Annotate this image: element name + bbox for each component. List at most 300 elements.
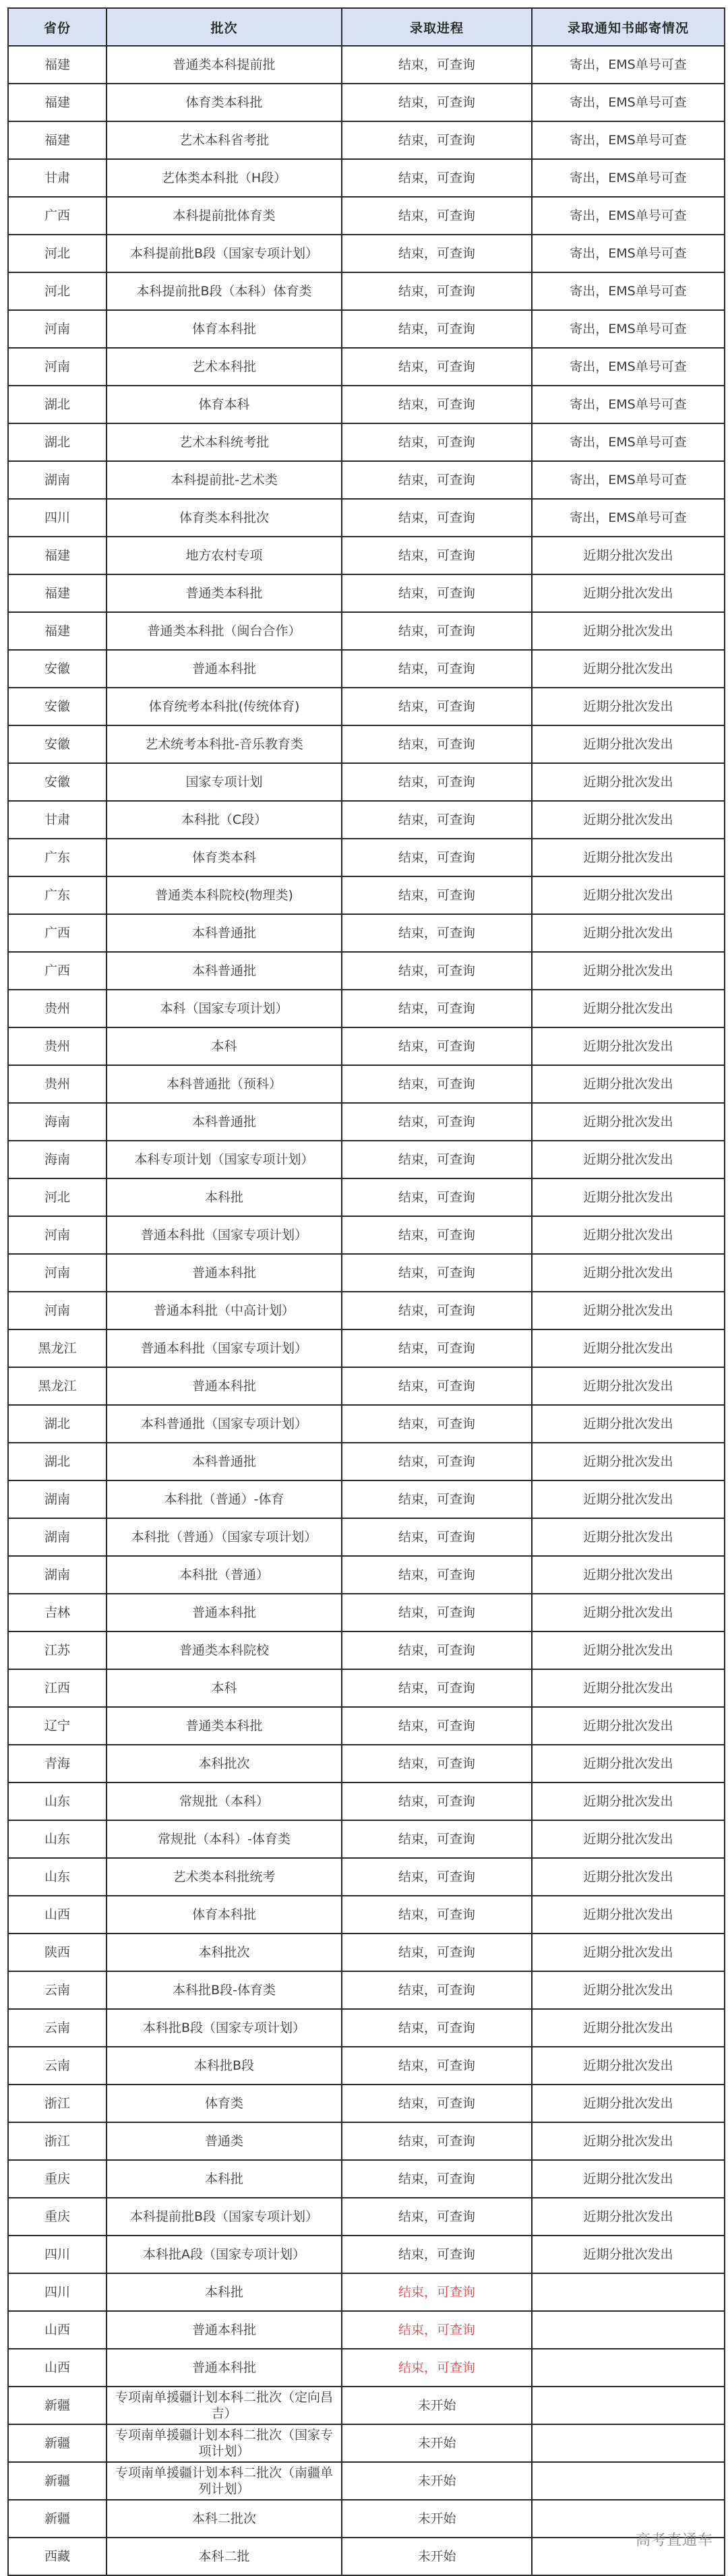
province-cell: 广西 bbox=[8, 914, 107, 952]
province-cell: 甘肃 bbox=[8, 159, 107, 197]
progress-cell: 结束，可查询 bbox=[342, 1216, 532, 1254]
table-row bbox=[8, 574, 725, 612]
table-row bbox=[8, 839, 725, 876]
mailing-cell: 近期分批次发出 bbox=[532, 1405, 725, 1443]
province-cell: 四川 bbox=[8, 2236, 107, 2273]
mailing-cell: 近期分批次发出 bbox=[532, 1103, 725, 1141]
table-row bbox=[8, 197, 725, 235]
mailing-cell: 寄出，EMS单号可查 bbox=[532, 310, 725, 348]
progress-cell: 结束，可查询 bbox=[342, 839, 532, 876]
batch-cell: 本科普通批 bbox=[107, 914, 342, 952]
mailing-cell: 近期分批次发出 bbox=[532, 952, 725, 990]
province-cell: 湖南 bbox=[8, 1480, 107, 1518]
progress-cell: 结束，可查询 bbox=[342, 461, 532, 499]
table-row bbox=[8, 272, 725, 310]
progress-cell: 结束，可查询 bbox=[342, 1783, 532, 1820]
table-row bbox=[8, 2349, 725, 2387]
progress-cell: 结束，可查询 bbox=[342, 1405, 532, 1443]
table-row bbox=[8, 1556, 725, 1594]
batch-cell: 普通本科批（国家专项计划） bbox=[107, 1216, 342, 1254]
table-row bbox=[8, 537, 725, 574]
mailing-cell bbox=[532, 2424, 725, 2462]
table-row bbox=[8, 2500, 725, 2538]
mailing-cell: 近期分批次发出 bbox=[532, 1783, 725, 1820]
batch-cell: 普通类本科批（闽台合作） bbox=[107, 612, 342, 650]
mailing-cell: 近期分批次发出 bbox=[532, 725, 725, 763]
province-cell: 山东 bbox=[8, 1858, 107, 1896]
progress-cell: 结束，可查询 bbox=[342, 1141, 532, 1178]
mailing-cell: 近期分批次发出 bbox=[532, 1820, 725, 1858]
batch-cell: 本科批B段 bbox=[107, 2047, 342, 2085]
batch-cell: 地方农村专项 bbox=[107, 537, 342, 574]
mailing-cell: 寄出，EMS单号可查 bbox=[532, 461, 725, 499]
mailing-cell bbox=[532, 2273, 725, 2311]
province-cell: 广西 bbox=[8, 197, 107, 235]
progress-cell: 结束，可查询 bbox=[342, 2198, 532, 2236]
province-cell: 安徽 bbox=[8, 688, 107, 725]
progress-cell: 结束，可查询 bbox=[342, 1027, 532, 1065]
province-cell: 青海 bbox=[8, 1745, 107, 1783]
mailing-cell: 寄出，EMS单号可查 bbox=[532, 499, 725, 537]
table-row bbox=[8, 2085, 725, 2122]
mailing-cell: 寄出，EMS单号可查 bbox=[532, 423, 725, 461]
mailing-cell: 近期分批次发出 bbox=[532, 537, 725, 574]
progress-cell: 结束，可查询 bbox=[342, 1707, 532, 1745]
progress-cell: 结束，可查询 bbox=[342, 272, 532, 310]
table-row bbox=[8, 461, 725, 499]
province-cell: 四川 bbox=[8, 499, 107, 537]
batch-cell: 普通本科批（国家专项计划） bbox=[107, 1329, 342, 1367]
progress-cell: 结束，可查询 bbox=[342, 1329, 532, 1367]
table-row bbox=[8, 386, 725, 423]
batch-cell: 普通类本科院校(物理类) bbox=[107, 876, 342, 914]
province-cell: 广东 bbox=[8, 876, 107, 914]
province-cell: 浙江 bbox=[8, 2085, 107, 2122]
province-cell: 安徽 bbox=[8, 725, 107, 763]
province-cell: 安徽 bbox=[8, 763, 107, 801]
province-cell: 西藏 bbox=[8, 2538, 107, 2575]
table-row bbox=[8, 990, 725, 1027]
table-row bbox=[8, 2236, 725, 2273]
batch-cell: 普通本科批 bbox=[107, 1367, 342, 1405]
province-cell: 福建 bbox=[8, 121, 107, 159]
progress-cell: 结束，可查询 bbox=[342, 1367, 532, 1405]
progress-cell: 结束，可查询 bbox=[342, 2009, 532, 2047]
table-header-row bbox=[8, 8, 725, 46]
province-cell: 海南 bbox=[8, 1103, 107, 1141]
progress-cell: 结束，可查询 bbox=[342, 725, 532, 763]
province-cell: 河北 bbox=[8, 1178, 107, 1216]
mailing-cell: 近期分批次发出 bbox=[532, 763, 725, 801]
mailing-cell bbox=[532, 2349, 725, 2387]
progress-cell: 未开始 bbox=[342, 2462, 532, 2500]
table-row bbox=[8, 1216, 725, 1254]
table-row bbox=[8, 1594, 725, 1631]
province-cell: 湖南 bbox=[8, 1518, 107, 1556]
batch-cell: 本科普通批（国家专项计划） bbox=[107, 1405, 342, 1443]
province-cell: 山西 bbox=[8, 1896, 107, 1934]
province-cell: 河南 bbox=[8, 1254, 107, 1292]
table-row bbox=[8, 1934, 725, 1971]
mailing-cell: 寄出，EMS单号可查 bbox=[532, 197, 725, 235]
mailing-cell: 近期分批次发出 bbox=[532, 1443, 725, 1480]
batch-cell: 本科批（C段） bbox=[107, 801, 342, 839]
progress-cell: 结束，可查询 bbox=[342, 1065, 532, 1103]
table-row bbox=[8, 1669, 725, 1707]
progress-cell: 结束，可查询 bbox=[342, 1934, 532, 1971]
progress-cell: 结束，可查询 bbox=[342, 1896, 532, 1934]
mailing-cell: 近期分批次发出 bbox=[532, 2009, 725, 2047]
province-cell: 湖北 bbox=[8, 386, 107, 423]
batch-cell: 本科普通批（预科） bbox=[107, 1065, 342, 1103]
progress-cell: 结束，可查询 bbox=[342, 423, 532, 461]
province-cell: 甘肃 bbox=[8, 801, 107, 839]
province-cell: 福建 bbox=[8, 537, 107, 574]
progress-cell: 结束，可查询 bbox=[342, 1254, 532, 1292]
progress-cell: 结束，可查询 bbox=[342, 499, 532, 537]
progress-cell: 结束，可查询 bbox=[342, 1669, 532, 1707]
table-row bbox=[8, 1518, 725, 1556]
mailing-cell: 近期分批次发出 bbox=[532, 2236, 725, 2273]
mailing-cell: 近期分批次发出 bbox=[532, 650, 725, 688]
province-cell: 福建 bbox=[8, 612, 107, 650]
province-cell: 重庆 bbox=[8, 2198, 107, 2236]
mailing-cell: 近期分批次发出 bbox=[532, 1594, 725, 1631]
province-cell: 贵州 bbox=[8, 1065, 107, 1103]
progress-cell: 结束，可查询 bbox=[342, 1556, 532, 1594]
progress-cell: 结束，可查询 bbox=[342, 1745, 532, 1783]
province-cell: 河北 bbox=[8, 272, 107, 310]
mailing-cell: 近期分批次发出 bbox=[532, 1934, 725, 1971]
table-row bbox=[8, 1141, 725, 1178]
mailing-cell: 近期分批次发出 bbox=[532, 1669, 725, 1707]
province-cell: 云南 bbox=[8, 2009, 107, 2047]
table-row bbox=[8, 1329, 725, 1367]
watermark: 高考直通车 bbox=[635, 2532, 713, 2549]
mailing-cell: 近期分批次发出 bbox=[532, 1178, 725, 1216]
table-row bbox=[8, 2387, 725, 2424]
province-cell: 吉林 bbox=[8, 1594, 107, 1631]
header-notice-mailing: 录取通知书邮寄情况 bbox=[532, 8, 725, 46]
progress-cell: 结束，可查询 bbox=[342, 121, 532, 159]
batch-cell: 本科批B段（国家专项计划） bbox=[107, 2009, 342, 2047]
table-row bbox=[8, 2462, 725, 2500]
progress-cell: 结束，可查询 bbox=[342, 1292, 532, 1329]
province-cell: 浙江 bbox=[8, 2122, 107, 2160]
batch-cell: 本科批A段（国家专项计划） bbox=[107, 2236, 342, 2273]
table-row bbox=[8, 2160, 725, 2198]
progress-cell: 结束，可查询 bbox=[342, 1103, 532, 1141]
batch-cell: 本科专项计划（国家专项计划） bbox=[107, 1141, 342, 1178]
batch-cell: 体育本科批 bbox=[107, 310, 342, 348]
progress-cell: 结束，可查询 bbox=[342, 2047, 532, 2085]
province-cell: 海南 bbox=[8, 1141, 107, 1178]
province-cell: 新疆 bbox=[8, 2500, 107, 2538]
progress-cell: 结束，可查询 bbox=[342, 876, 532, 914]
mailing-cell bbox=[532, 2387, 725, 2424]
mailing-cell: 寄出，EMS单号可查 bbox=[532, 84, 725, 121]
mailing-cell: 近期分批次发出 bbox=[532, 1065, 725, 1103]
province-cell: 山西 bbox=[8, 2311, 107, 2349]
province-cell: 新疆 bbox=[8, 2424, 107, 2462]
province-cell: 黑龙江 bbox=[8, 1367, 107, 1405]
table-row bbox=[8, 1783, 725, 1820]
progress-cell: 结束，可查询 bbox=[342, 84, 532, 121]
table-row bbox=[8, 159, 725, 197]
province-cell: 河南 bbox=[8, 310, 107, 348]
progress-cell: 结束，可查询 bbox=[342, 688, 532, 725]
mailing-cell: 近期分批次发出 bbox=[532, 2085, 725, 2122]
batch-cell: 本科 bbox=[107, 1027, 342, 1065]
province-cell: 湖南 bbox=[8, 461, 107, 499]
province-cell: 福建 bbox=[8, 46, 107, 84]
header-province: 省份 bbox=[8, 8, 107, 46]
table-row bbox=[8, 310, 725, 348]
table-row bbox=[8, 1971, 725, 2009]
table-row bbox=[8, 1178, 725, 1216]
batch-cell: 普通本科批 bbox=[107, 2311, 342, 2349]
batch-cell: 普通本科批（中高计划） bbox=[107, 1292, 342, 1329]
batch-cell: 本科二批次 bbox=[107, 2500, 342, 2538]
province-cell: 广西 bbox=[8, 952, 107, 990]
progress-cell: 结束，可查询 bbox=[342, 159, 532, 197]
table-row bbox=[8, 46, 725, 84]
progress-cell: 结束，可查询 bbox=[342, 763, 532, 801]
table-row bbox=[8, 914, 725, 952]
table-row bbox=[8, 763, 725, 801]
table-row bbox=[8, 2424, 725, 2462]
batch-cell: 专项南单援疆计划本科二批次（国家专项计划） bbox=[107, 2424, 342, 2462]
admission-status-table bbox=[7, 7, 725, 2576]
batch-cell: 本科提前批B段（国家专项计划） bbox=[107, 2198, 342, 2236]
mailing-cell: 近期分批次发出 bbox=[532, 1707, 725, 1745]
mailing-cell: 近期分批次发出 bbox=[532, 1518, 725, 1556]
progress-cell: 结束，可查询 bbox=[342, 2236, 532, 2273]
province-cell: 河南 bbox=[8, 1216, 107, 1254]
batch-cell: 本科普通批 bbox=[107, 1443, 342, 1480]
table-row bbox=[8, 1707, 725, 1745]
mailing-cell bbox=[532, 2462, 725, 2500]
batch-cell: 本科批次 bbox=[107, 1745, 342, 1783]
batch-cell: 本科 bbox=[107, 1669, 342, 1707]
progress-cell: 结束，可查询 bbox=[342, 235, 532, 272]
batch-cell: 国家专项计划 bbox=[107, 763, 342, 801]
mailing-cell: 近期分批次发出 bbox=[532, 574, 725, 612]
progress-cell: 未开始 bbox=[342, 2387, 532, 2424]
province-cell: 云南 bbox=[8, 1971, 107, 2009]
province-cell: 陕西 bbox=[8, 1934, 107, 1971]
progress-cell: 结束，可查询 bbox=[342, 310, 532, 348]
batch-cell: 普通类本科院校 bbox=[107, 1631, 342, 1669]
province-cell: 江西 bbox=[8, 1669, 107, 1707]
province-cell: 云南 bbox=[8, 2047, 107, 2085]
progress-cell: 结束，可查询 bbox=[342, 2160, 532, 2198]
table-row bbox=[8, 423, 725, 461]
province-cell: 贵州 bbox=[8, 1027, 107, 1065]
mailing-cell: 近期分批次发出 bbox=[532, 2047, 725, 2085]
batch-cell: 艺体类本科批（H段） bbox=[107, 159, 342, 197]
table-row bbox=[8, 1027, 725, 1065]
progress-cell: 结束，可查询 bbox=[342, 801, 532, 839]
header-batch: 批次 bbox=[107, 8, 342, 46]
table-row bbox=[8, 235, 725, 272]
mailing-cell: 近期分批次发出 bbox=[532, 2198, 725, 2236]
batch-cell: 本科（国家专项计划） bbox=[107, 990, 342, 1027]
batch-cell: 本科提前批B段（国家专项计划） bbox=[107, 235, 342, 272]
province-cell: 湖北 bbox=[8, 423, 107, 461]
progress-cell: 结束，可查询 bbox=[342, 1631, 532, 1669]
progress-cell: 结束，可查询 bbox=[342, 952, 532, 990]
batch-cell: 普通类本科批 bbox=[107, 574, 342, 612]
progress-cell: 结束，可查询 bbox=[342, 46, 532, 84]
mailing-cell: 近期分批次发出 bbox=[532, 1027, 725, 1065]
table-row bbox=[8, 688, 725, 725]
table-row bbox=[8, 1858, 725, 1896]
province-cell: 湖北 bbox=[8, 1405, 107, 1443]
mailing-cell: 近期分批次发出 bbox=[532, 1858, 725, 1896]
progress-cell: 结束，可查询 bbox=[342, 1480, 532, 1518]
table-row bbox=[8, 1745, 725, 1783]
mailing-cell: 近期分批次发出 bbox=[532, 1971, 725, 2009]
table-row bbox=[8, 1103, 725, 1141]
mailing-cell: 寄出，EMS单号可查 bbox=[532, 272, 725, 310]
province-cell: 广东 bbox=[8, 839, 107, 876]
table-row bbox=[8, 1820, 725, 1858]
progress-cell: 结束，可查询 bbox=[342, 1443, 532, 1480]
mailing-cell: 近期分批次发出 bbox=[532, 688, 725, 725]
province-cell: 江苏 bbox=[8, 1631, 107, 1669]
mailing-cell: 寄出，EMS单号可查 bbox=[532, 121, 725, 159]
table-row bbox=[8, 2273, 725, 2311]
mailing-cell: 近期分批次发出 bbox=[532, 2122, 725, 2160]
table-row bbox=[8, 348, 725, 386]
table-row bbox=[8, 876, 725, 914]
progress-cell: 结束，可查询 bbox=[342, 2085, 532, 2122]
progress-cell: 结束，可查询 bbox=[342, 2349, 532, 2387]
province-cell: 山东 bbox=[8, 1820, 107, 1858]
progress-cell: 结束，可查询 bbox=[342, 1178, 532, 1216]
province-cell: 湖南 bbox=[8, 1556, 107, 1594]
progress-cell: 未开始 bbox=[342, 2500, 532, 2538]
province-cell: 辽宁 bbox=[8, 1707, 107, 1745]
progress-cell: 结束，可查询 bbox=[342, 1820, 532, 1858]
batch-cell: 普通本科批 bbox=[107, 1254, 342, 1292]
batch-cell: 本科批 bbox=[107, 1178, 342, 1216]
progress-cell: 未开始 bbox=[342, 2424, 532, 2462]
mailing-cell: 近期分批次发出 bbox=[532, 1329, 725, 1367]
batch-cell: 本科普通批 bbox=[107, 1103, 342, 1141]
batch-cell: 专项南单援疆计划本科二批次（定向昌吉） bbox=[107, 2387, 342, 2424]
table-row bbox=[8, 1254, 725, 1292]
table-row bbox=[8, 1367, 725, 1405]
table-row bbox=[8, 2009, 725, 2047]
batch-cell: 艺术本科统考批 bbox=[107, 423, 342, 461]
mailing-cell: 寄出，EMS单号可查 bbox=[532, 386, 725, 423]
progress-cell: 结束，可查询 bbox=[342, 1971, 532, 2009]
progress-cell: 结束，可查询 bbox=[342, 386, 532, 423]
province-cell: 河北 bbox=[8, 235, 107, 272]
table-row bbox=[8, 2047, 725, 2085]
batch-cell: 本科提前批体育类 bbox=[107, 197, 342, 235]
province-cell: 福建 bbox=[8, 574, 107, 612]
table-row bbox=[8, 2198, 725, 2236]
batch-cell: 本科批 bbox=[107, 2160, 342, 2198]
progress-cell: 结束，可查询 bbox=[342, 914, 532, 952]
table-row bbox=[8, 121, 725, 159]
batch-cell: 普通本科批 bbox=[107, 1594, 342, 1631]
batch-cell: 常规批（本科）-体育类 bbox=[107, 1820, 342, 1858]
province-cell: 湖北 bbox=[8, 1443, 107, 1480]
batch-cell: 体育类本科批 bbox=[107, 84, 342, 121]
mailing-cell: 近期分批次发出 bbox=[532, 1141, 725, 1178]
mailing-cell: 近期分批次发出 bbox=[532, 1745, 725, 1783]
batch-cell: 体育本科 bbox=[107, 386, 342, 423]
mailing-cell: 寄出，EMS单号可查 bbox=[532, 159, 725, 197]
batch-cell: 体育类 bbox=[107, 2085, 342, 2122]
batch-cell: 体育类本科批次 bbox=[107, 499, 342, 537]
mailing-cell: 寄出，EMS单号可查 bbox=[532, 46, 725, 84]
progress-cell: 结束，可查询 bbox=[342, 990, 532, 1027]
table-row bbox=[8, 2311, 725, 2349]
table-row bbox=[8, 801, 725, 839]
batch-cell: 本科批次 bbox=[107, 1934, 342, 1971]
table-body bbox=[8, 46, 725, 2575]
mailing-cell bbox=[532, 2311, 725, 2349]
table-row bbox=[8, 1065, 725, 1103]
table-row bbox=[8, 650, 725, 688]
progress-cell: 结束，可查询 bbox=[342, 2122, 532, 2160]
batch-cell: 本科批B段-体育类 bbox=[107, 1971, 342, 2009]
province-cell: 福建 bbox=[8, 84, 107, 121]
batch-cell: 本科二批 bbox=[107, 2538, 342, 2575]
batch-cell: 体育本科批 bbox=[107, 1896, 342, 1934]
table-row bbox=[8, 499, 725, 537]
batch-cell: 本科批 bbox=[107, 2273, 342, 2311]
mailing-cell: 近期分批次发出 bbox=[532, 1254, 725, 1292]
mailing-cell: 近期分批次发出 bbox=[532, 1216, 725, 1254]
mailing-cell: 近期分批次发出 bbox=[532, 1367, 725, 1405]
batch-cell: 艺术统考本科批-音乐教育类 bbox=[107, 725, 342, 763]
mailing-cell: 寄出，EMS单号可查 bbox=[532, 348, 725, 386]
province-cell: 贵州 bbox=[8, 990, 107, 1027]
progress-cell: 结束，可查询 bbox=[342, 537, 532, 574]
progress-cell: 结束，可查询 bbox=[342, 1518, 532, 1556]
mailing-cell: 近期分批次发出 bbox=[532, 1631, 725, 1669]
table-row bbox=[8, 1443, 725, 1480]
table-row bbox=[8, 1405, 725, 1443]
batch-cell: 体育统考本科批(传统体育) bbox=[107, 688, 342, 725]
table-row bbox=[8, 725, 725, 763]
table-row bbox=[8, 2122, 725, 2160]
batch-cell: 体育类本科 bbox=[107, 839, 342, 876]
table-row bbox=[8, 1480, 725, 1518]
batch-cell: 普通类本科批 bbox=[107, 1707, 342, 1745]
batch-cell: 本科批（普通）（国家专项计划） bbox=[107, 1518, 342, 1556]
table-row bbox=[8, 952, 725, 990]
batch-cell: 本科提前批B段（本科）体育类 bbox=[107, 272, 342, 310]
batch-cell: 常规批（本科） bbox=[107, 1783, 342, 1820]
progress-cell: 结束，可查询 bbox=[342, 348, 532, 386]
table-row bbox=[8, 84, 725, 121]
mailing-cell: 近期分批次发出 bbox=[532, 2160, 725, 2198]
progress-cell: 结束，可查询 bbox=[342, 2311, 532, 2349]
progress-cell: 结束，可查询 bbox=[342, 197, 532, 235]
progress-cell: 结束，可查询 bbox=[342, 1594, 532, 1631]
progress-cell: 结束，可查询 bbox=[342, 574, 532, 612]
batch-cell: 普通本科批 bbox=[107, 2349, 342, 2387]
batch-cell: 普通类本科提前批 bbox=[107, 46, 342, 84]
mailing-cell: 近期分批次发出 bbox=[532, 990, 725, 1027]
